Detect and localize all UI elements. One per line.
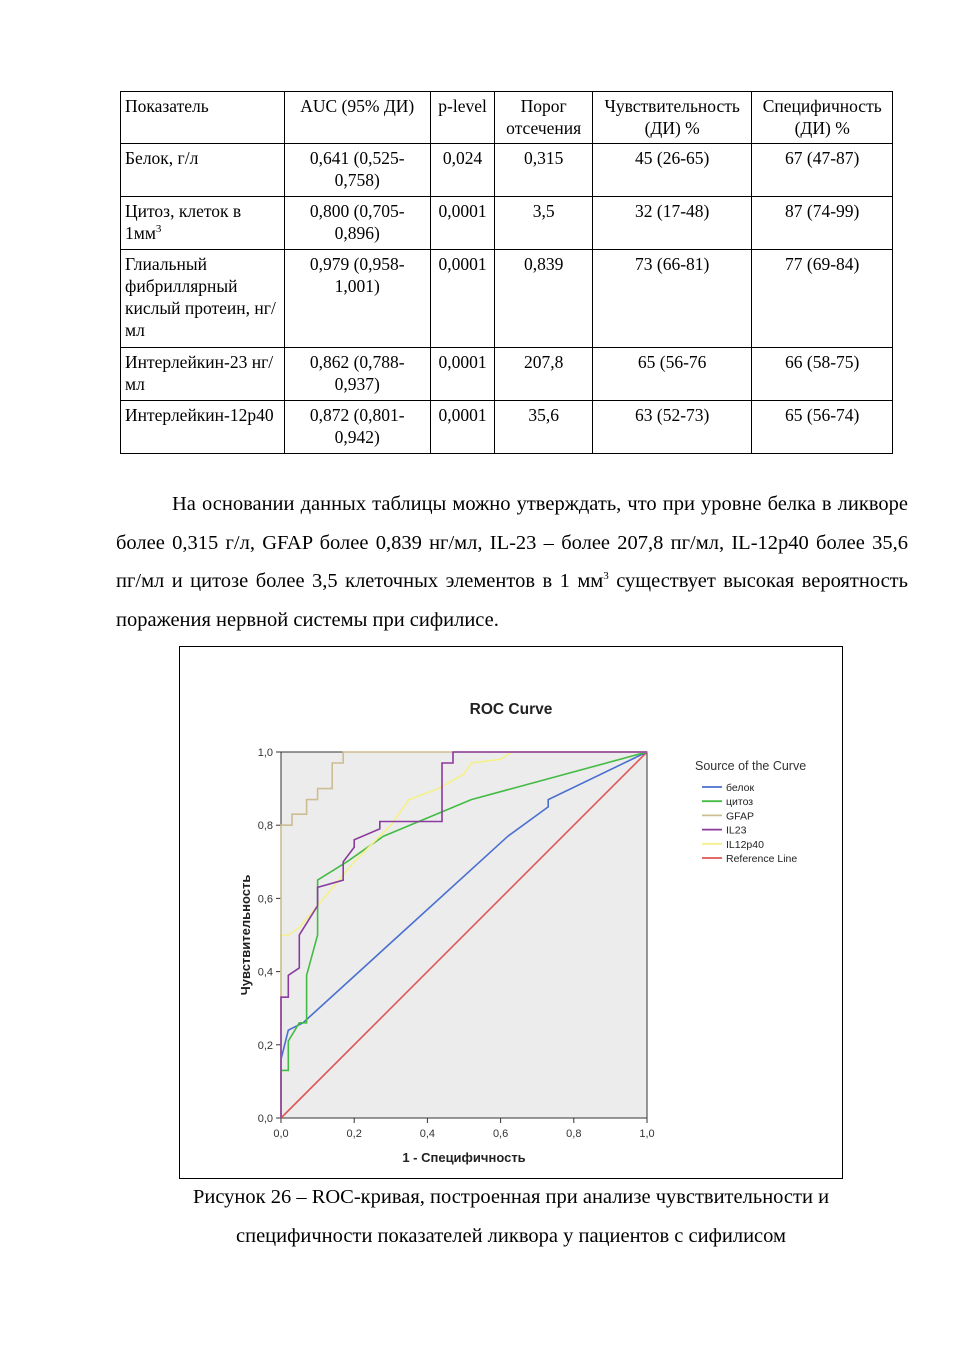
cell-specificity: 65 (56-74) (752, 401, 893, 454)
y-tick-label: 0,6 (257, 893, 273, 906)
cell-p-level: 0,0001 (430, 197, 495, 250)
cell-specificity: 67 (47-87) (752, 144, 893, 197)
cell-indicator-text: Цитоз, клеток в 1мм (125, 201, 242, 243)
table-row (121, 144, 893, 197)
cell-indicator (121, 197, 285, 250)
paragraph-text-end: существует высокая вероятность поражения нервной системы при сифилисе. (116, 570, 908, 631)
x-tick-label: 0,2 (346, 1128, 362, 1140)
cell-indicator: Интерлейкин-23 нг/мл (121, 348, 285, 401)
roc-chart (180, 647, 842, 1178)
cell-cutoff: 207,8 (495, 348, 593, 401)
y-tick-label: 0,2 (257, 1039, 273, 1052)
x-tick-label: 1,0 (639, 1128, 655, 1140)
y-tick-label: 0,0 (257, 1113, 273, 1125)
cell-specificity: 77 (69-84) (752, 250, 893, 348)
legend-entry: IL23 (726, 824, 747, 837)
cell-cutoff: 3,5 (495, 197, 593, 250)
cell-p-level: 0,0001 (430, 401, 495, 454)
x-tick-label: 0,4 (419, 1128, 436, 1140)
header-auc: AUC (95% ДИ) (284, 92, 430, 144)
table-row (121, 401, 893, 454)
legend-title: Source of the Curve (695, 759, 807, 773)
header-indicator: Показатель (121, 92, 285, 144)
caption-line-1: Рисунок 26 – ROC-кривая, построенная при анализе чувствительности и (192, 1186, 830, 1208)
cell-sensitivity: 65 (56-76 (592, 348, 751, 401)
cell-indicator: Интерлейкин-12р40 (121, 401, 285, 454)
cell-cutoff: 35,6 (495, 401, 593, 454)
table-header-row (121, 92, 893, 144)
cell-auc: 0,862 (0,788-0,937) (284, 348, 430, 401)
superscript: 3 (603, 570, 609, 583)
y-tick-label: 0,4 (257, 966, 273, 979)
y-axis-label: Чувствительность (238, 874, 253, 996)
roc-figure (179, 646, 843, 1179)
cell-specificity: 87 (74-99) (752, 197, 893, 250)
cell-auc: 0,800 (0,705-0,896) (284, 197, 430, 250)
x-tick-label: 0,8 (566, 1128, 582, 1140)
table-row (121, 197, 893, 250)
legend-entry: цитоз (726, 796, 754, 809)
header-specificity: Специфичность (ДИ) % (752, 92, 893, 144)
cell-auc: 0,979 (0,958-1,001) (284, 250, 430, 348)
cell-sensitivity: 45 (26-65) (592, 144, 751, 197)
cell-sensitivity: 73 (66-81) (592, 250, 751, 348)
cell-sensitivity: 32 (17-48) (592, 197, 751, 250)
superscript: 3 (155, 223, 162, 236)
legend-entry: GFAP (726, 810, 755, 823)
cell-p-level: 0,024 (430, 144, 495, 197)
cell-sensitivity: 63 (52-73) (592, 401, 751, 454)
y-tick-label: 0,8 (257, 820, 273, 833)
cell-auc: 0,641 (0,525-0,758) (284, 144, 430, 197)
cell-indicator: Белок, г/л (121, 144, 285, 197)
cell-cutoff: 0,315 (495, 144, 593, 197)
x-axis-label: 1 - Специфичность (402, 1150, 526, 1165)
y-tick-label: 1,0 (257, 747, 273, 759)
x-tick-label: 0,6 (492, 1128, 509, 1140)
caption-line-2: специфичности показателей ликвора у пациентов с сифилисом (236, 1225, 786, 1247)
table-row (121, 250, 893, 348)
legend-entry: IL12p40 (726, 838, 764, 851)
chart-title: ROC Curve (469, 701, 553, 718)
legend-entry: Reference Line (726, 853, 798, 865)
legend (702, 782, 797, 865)
table-row (121, 348, 893, 401)
cell-indicator: Глиальный фибриллярный кислый протеин, нг/мл (121, 250, 285, 348)
cell-specificity: 66 (58-75) (752, 348, 893, 401)
header-cutoff: Порог отсечения (495, 92, 593, 144)
cell-cutoff: 0,839 (495, 250, 593, 348)
figure-caption (120, 1178, 902, 1256)
cell-p-level: 0,0001 (430, 250, 495, 348)
cell-auc: 0,872 (0,801-0,942) (284, 401, 430, 454)
cell-p-level: 0,0001 (430, 348, 495, 401)
x-tick-label: 0,0 (273, 1128, 289, 1140)
header-p-level: p-level (430, 92, 495, 144)
paragraph-text: На основании данных таблицы можно утверждать, что при уровне белка в ликворе более 0,315 г/л, GFAP более 0,839 нг/мл, IL-23 – более 207,8 пг/мл, IL-12р40 более 35,6 пг/мл и цитозе более 3,5 клеточных элементов в 1 мм (116, 493, 908, 592)
legend-entry: белок (726, 782, 755, 794)
body-paragraph (116, 485, 908, 639)
results-table (120, 91, 893, 454)
header-sensitivity: Чувствительность (ДИ) % (592, 92, 751, 144)
